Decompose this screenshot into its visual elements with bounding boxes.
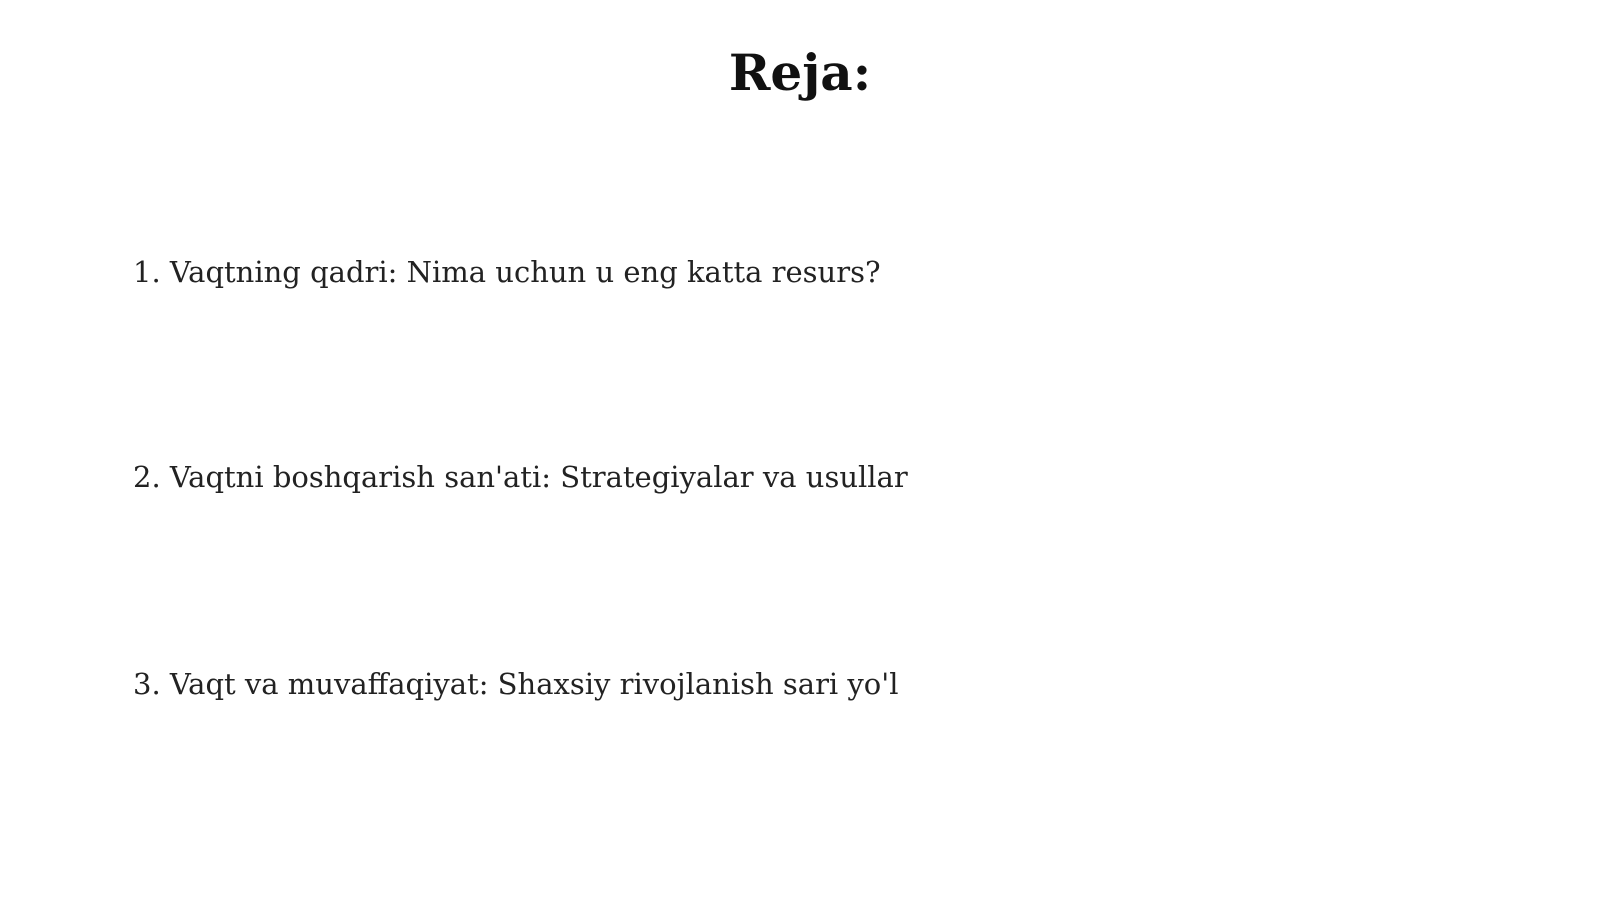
plan-item-2: 2. Vaqtni boshqarish san'ati: Strategiyalar va usullar	[133, 460, 908, 494]
plan-item-1: 1. Vaqtning qadri: Nima uchun u eng katta resurs?	[133, 255, 881, 289]
slide-title: Reja:	[728, 43, 872, 102]
plan-item-3: 3. Vaqt va muvaffaqiyat: Shaxsiy rivojlanish sari yo'l	[133, 667, 899, 701]
